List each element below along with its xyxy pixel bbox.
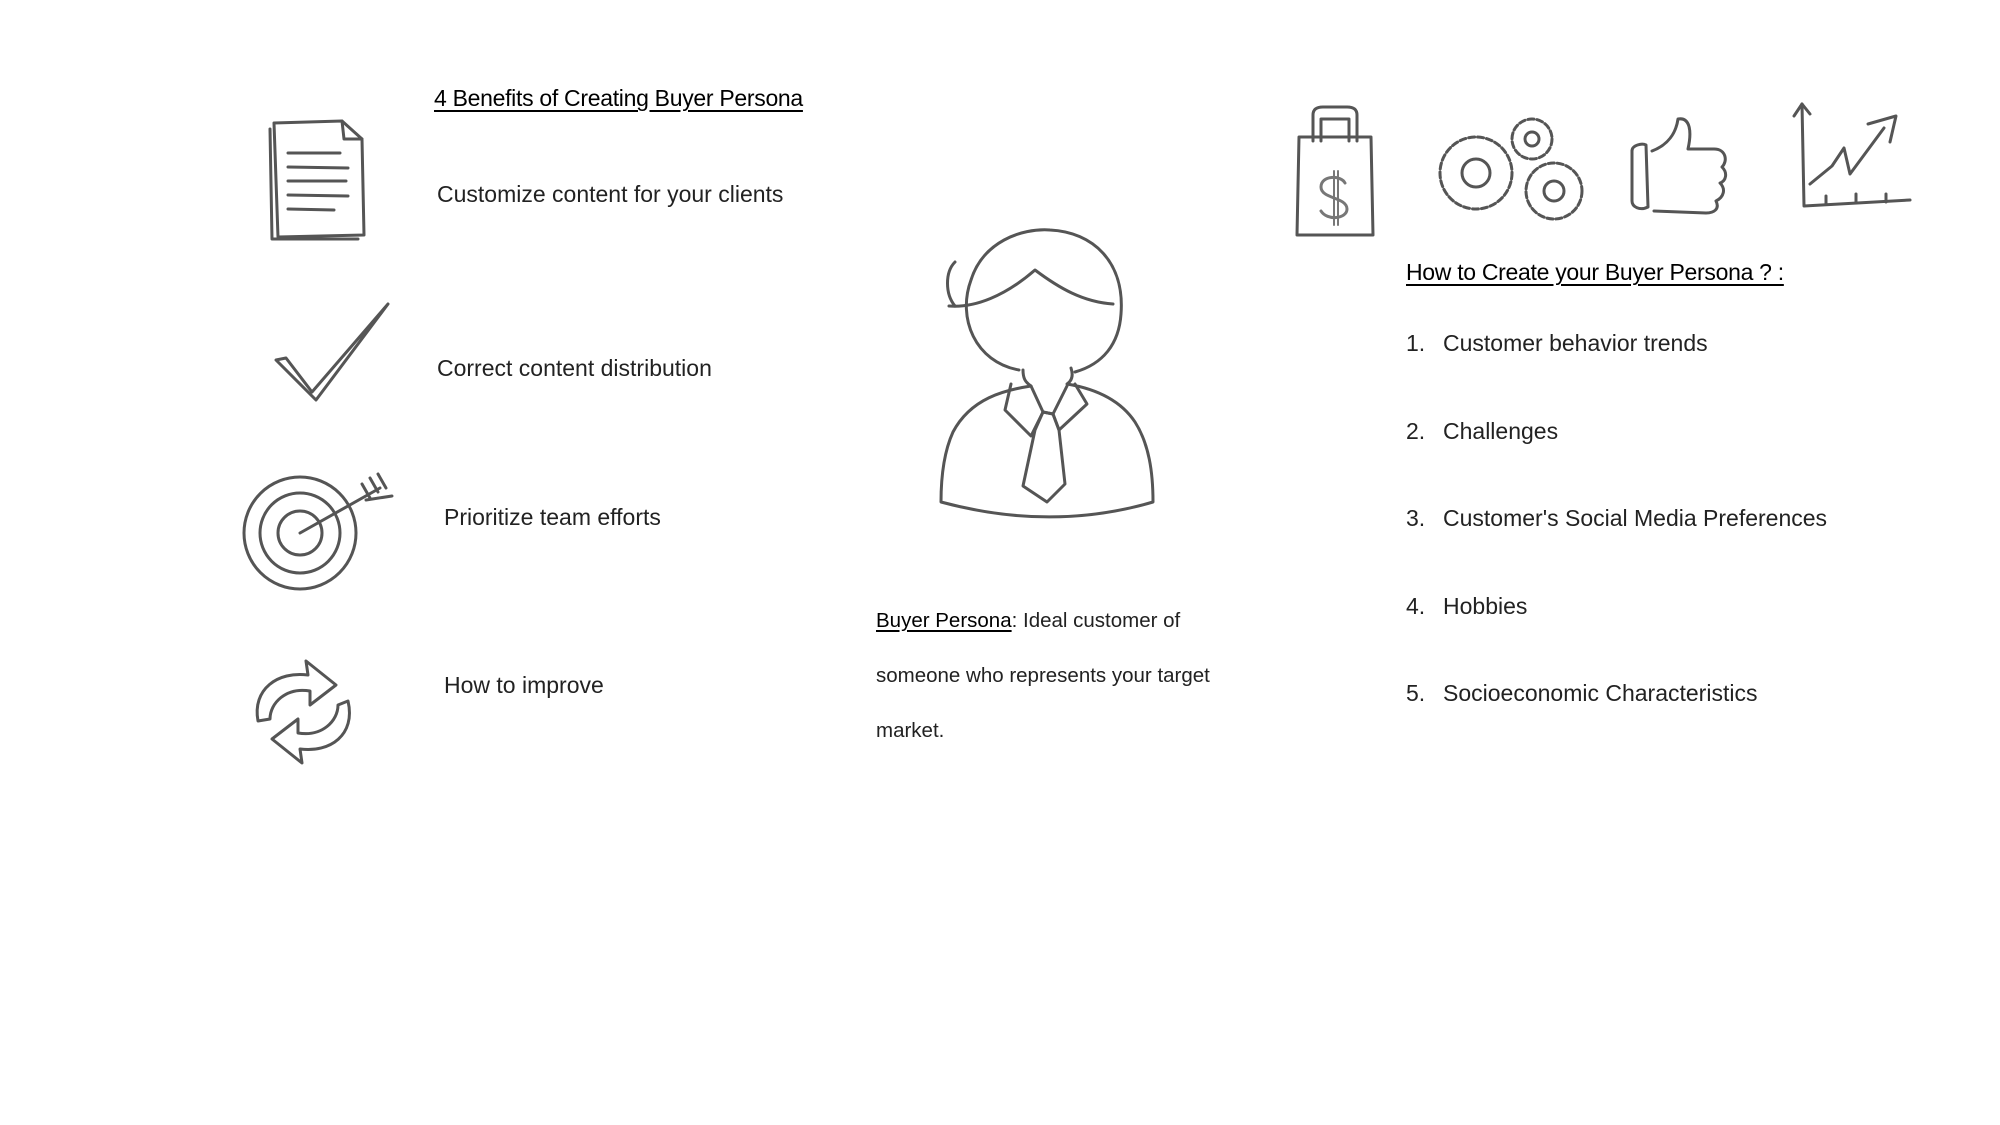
persona-definition-text: : Ideal customer of someone who represents your target market. [876,609,1210,742]
step-number: 1. [1406,330,1426,356]
growth-chart-icon [1788,100,1912,210]
target-icon [240,470,400,595]
checkmark-icon [272,300,392,405]
benefit-label-customize: Customize content for your clients [437,181,784,207]
step-number: 5. [1406,680,1426,706]
benefit-label-prioritize: Prioritize team efforts [444,504,661,530]
refresh-icon [248,655,360,770]
howto-title: How to Create your Buyer Persona ? : [1406,259,1784,285]
step-number: 3. [1406,505,1426,531]
shopping-bag-dollar-icon [1293,105,1377,240]
gears-icon [1436,115,1584,227]
persona-definition [876,593,1246,758]
benefit-label-improve: How to improve [444,672,604,698]
step-number: 4. [1406,592,1426,619]
step-label: Hobbies [1443,592,1528,619]
person-icon [935,222,1160,522]
step-label: Challenges [1443,417,1559,444]
step-label: Socioeconomic Characteristics [1443,680,1758,706]
step-label: Customer behavior trends [1443,330,1708,356]
step-label: Customer's Social Media Preferences [1443,505,1828,531]
persona-term: Buyer Persona [876,609,1012,632]
document-icon [262,115,374,245]
thumbs-up-icon [1628,115,1732,215]
step-number: 2. [1406,417,1426,444]
benefit-label-distribution: Correct content distribution [437,355,712,381]
benefits-title: 4 Benefits of Creating Buyer Persona [434,85,803,111]
